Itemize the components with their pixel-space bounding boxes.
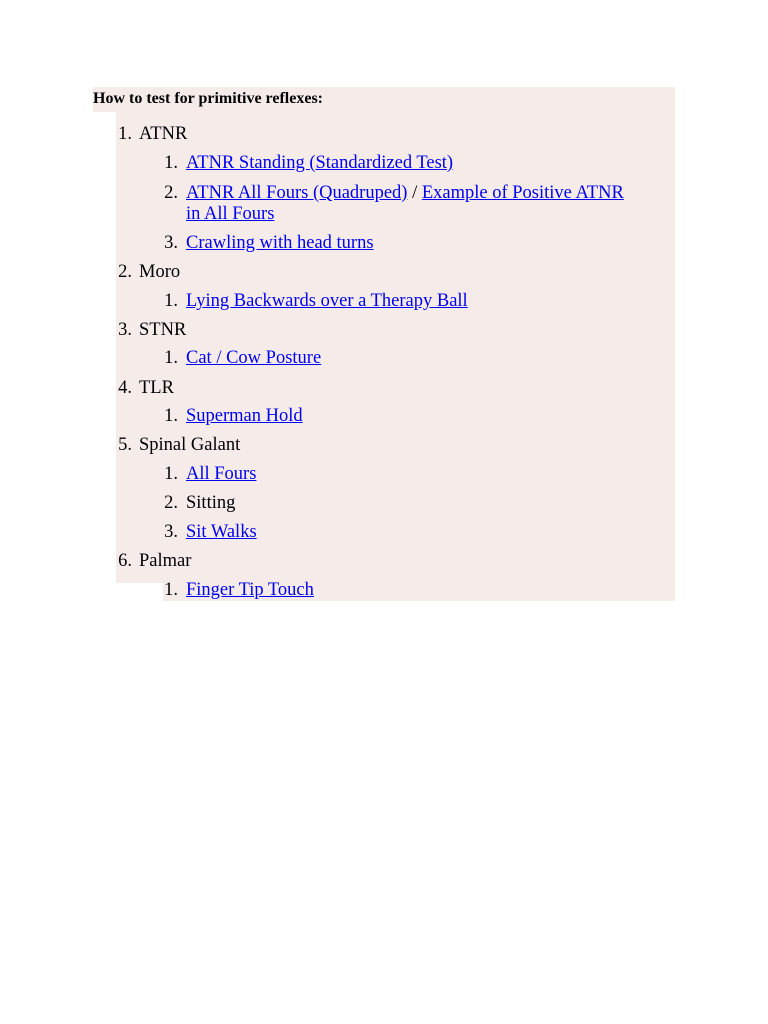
item-number: 1. <box>164 464 178 484</box>
item-number: 1. <box>164 406 178 426</box>
item-number: 2. <box>118 262 132 282</box>
example-link-continuation[interactable]: in All Fours <box>186 204 275 224</box>
item-number: 2. <box>164 493 178 513</box>
test-link[interactable]: All Fours <box>186 464 257 484</box>
item-number: 3. <box>118 320 132 340</box>
item-number: 1. <box>118 124 132 144</box>
item-number: 5. <box>118 435 132 455</box>
reflex-name: Spinal Galant <box>139 435 241 455</box>
reflex-name: TLR <box>139 378 174 398</box>
item-number: 4. <box>118 378 132 398</box>
test-link[interactable]: Sit Walks <box>186 522 257 542</box>
item-number: 2. <box>164 183 178 203</box>
item-number: 1. <box>164 580 178 600</box>
item-number: 1. <box>164 291 178 311</box>
test-link[interactable]: Lying Backwards over a Therapy Ball <box>186 291 468 311</box>
page-heading: How to test for primitive reflexes: <box>93 90 323 107</box>
test-link[interactable]: Cat / Cow Posture <box>186 348 322 368</box>
test-link[interactable]: ATNR All Fours (Quadruped) <box>186 183 408 203</box>
test-link[interactable]: ATNR Standing (Standardized Test) <box>186 153 454 173</box>
example-link[interactable]: Example of Positive ATNR <box>421 183 624 203</box>
item-number: 6. <box>118 551 132 571</box>
item-number: 1. <box>164 348 178 368</box>
item-number: 3. <box>164 233 178 253</box>
reflex-name: Moro <box>139 262 181 282</box>
item-number: 1. <box>164 153 178 173</box>
test-text: Sitting <box>186 493 236 513</box>
test-link[interactable]: Crawling with head turns <box>186 233 374 253</box>
item-number: 3. <box>164 522 178 542</box>
link-separator: / <box>407 183 422 203</box>
reflex-name: Palmar <box>139 551 192 571</box>
reflex-name: STNR <box>139 320 187 340</box>
test-links-group <box>186 182 624 204</box>
test-link[interactable]: Finger Tip Touch <box>186 580 314 600</box>
reflex-name: ATNR <box>139 124 188 144</box>
test-link[interactable]: Superman Hold <box>186 406 303 426</box>
